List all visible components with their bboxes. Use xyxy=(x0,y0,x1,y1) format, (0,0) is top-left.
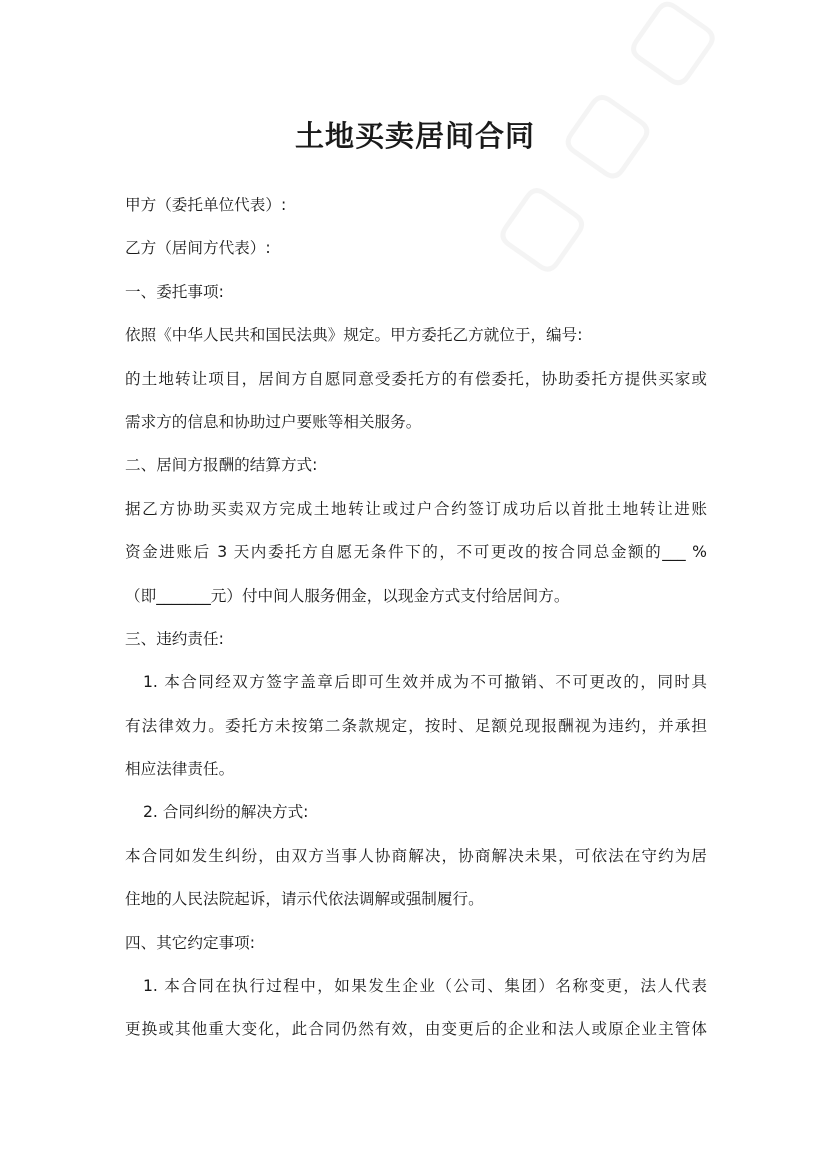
text-line: 1. 本合同在执行过程中，如果发生企业（公司、集团）名称变更，法人代表 xyxy=(143,977,707,996)
text-line: 1. 本合同经双方签字盖章后即可生效并成为不可撤销、不可更改的，同时具 xyxy=(143,673,707,692)
document-body xyxy=(125,184,707,1052)
text-line: 一、委托事项: xyxy=(125,282,224,301)
text-line: 四、其它约定事项: xyxy=(125,933,256,952)
text-line: 需求方的信息和协助过户要账等相关服务。 xyxy=(125,412,422,431)
text-line: 据乙方协助买卖双方完成土地转让或过户合约签订成功后以首批土地转让进账 xyxy=(125,499,707,518)
text-line: 乙方（居间方代表）: xyxy=(125,239,271,258)
text-line: 本合同如发生纠纷，由双方当事人协商解决，协商解决未果，可依法在守约为居 xyxy=(125,846,707,865)
text-line: 甲方（委托单位代表）: xyxy=(125,196,287,214)
text-line: 2. 合同纠纷的解决方式: xyxy=(143,803,309,822)
text-line: 的土地转让项目，居间方自愿同意受委托方的有偿委托，协助委托方提供买家或 xyxy=(125,369,707,388)
text-line: 资金进账后 3 天内委托方自愿无条件下的，不可更改的按合同总金额的___ % xyxy=(125,543,707,562)
text-line: 有法律效力。委托方未按第二条款规定，按时、足额兑现报酬视为违约，并承担 xyxy=(125,716,707,735)
text-line: 二、居间方报酬的结算方式: xyxy=(125,456,318,475)
text-line: 更换或其他重大变化，此合同仍然有效，由变更后的企业和法人或原企业主管体 xyxy=(125,1020,707,1039)
text-line: 三、违约责任: xyxy=(125,629,224,648)
document-title: 土地买卖居间合同 xyxy=(294,119,535,153)
text-line: 依照《中华人民共和国民法典》规定。甲方委托乙方就位于，编号: xyxy=(125,326,583,345)
text-line: 相应法律责任。 xyxy=(125,760,235,779)
text-line: 住地的人民法院起诉，请示代依法调解或强制履行。 xyxy=(125,890,484,909)
text-line: （即_______元）付中间人服务佣金，以现金方式支付给居间方。 xyxy=(125,586,570,605)
